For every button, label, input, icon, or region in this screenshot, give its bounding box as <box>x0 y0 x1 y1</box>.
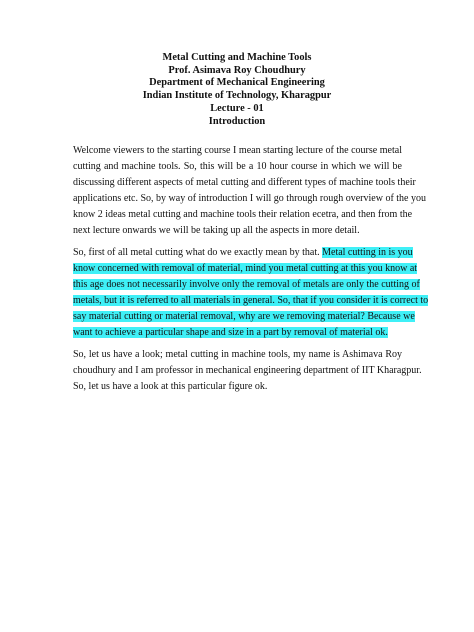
department-name: Department of Mechanical Engineering <box>149 77 325 88</box>
highlighted-text: this age does not necessarily involve only the removal of metals are only the cutting of <box>73 278 420 290</box>
paragraph-line: discussing different aspects of metal cutting and different types of machine tools their <box>73 176 416 188</box>
highlighted-text: know concerned with removal of material, mind you metal cutting at this you know at <box>73 262 418 274</box>
paragraph-line: Welcome viewers to the starting course I mean starting lecture of the course metal <box>73 145 402 156</box>
paragraph-line <box>73 261 418 277</box>
paragraph-line <box>73 245 413 261</box>
paragraph-line <box>73 309 415 325</box>
paragraph-line <box>73 293 429 309</box>
paragraph-line: know 2 ideas metal cutting and machine tools their relation ecetra, and then from the <box>73 208 413 220</box>
paragraph-line: So, let us have a look at this particular figure ok. <box>73 380 268 392</box>
plain-text: So, first of all metal cutting what do we exactly mean by that. <box>73 247 323 258</box>
paragraph-line: next lecture onwards we will be taking up all the aspects in more detail. <box>73 224 360 236</box>
highlighted-text: metals, but it is referred to all materials in general. So, that if you consider it is correct to <box>73 294 429 306</box>
professor-name: Prof. Asimava Roy Choudhury <box>168 64 306 76</box>
lecture-number: Lecture - 01 <box>210 103 264 114</box>
highlighted-text: want to achieve a particular shape and size in a part by removal of material ok. <box>73 326 388 338</box>
paragraph-line <box>73 325 402 341</box>
highlighted-text: Metal cutting in is you <box>322 247 413 258</box>
course-title: Metal Cutting and Machine Tools <box>162 52 312 63</box>
paragraph-introduction <box>73 347 422 395</box>
paragraph-welcome <box>73 143 426 238</box>
paragraph-metal-cutting <box>73 245 429 340</box>
lecture-title: Introduction <box>208 115 266 127</box>
lecture-heading <box>0 103 474 128</box>
paragraph-line: So, let us have a look; metal cutting in machine tools, my name is Ashimava Roy <box>73 349 402 360</box>
paragraph-line <box>73 277 420 293</box>
institute-name: Indian Institute of Technology, Kharagpur <box>142 89 332 101</box>
document-header <box>0 52 474 102</box>
paragraph-line: choudhury and I am professor in mechanical engineering department of IIT Kharagpur. <box>73 364 422 376</box>
paragraph-line: cutting and machine tools. So, this will be a 10 hour course in which we will be <box>73 160 402 172</box>
paragraph-line: applications etc. So, by way of introduction I will go through rough overview of the you <box>73 192 426 204</box>
highlighted-text: say material cutting or material removal, why are we removing material? Because we <box>73 310 415 322</box>
